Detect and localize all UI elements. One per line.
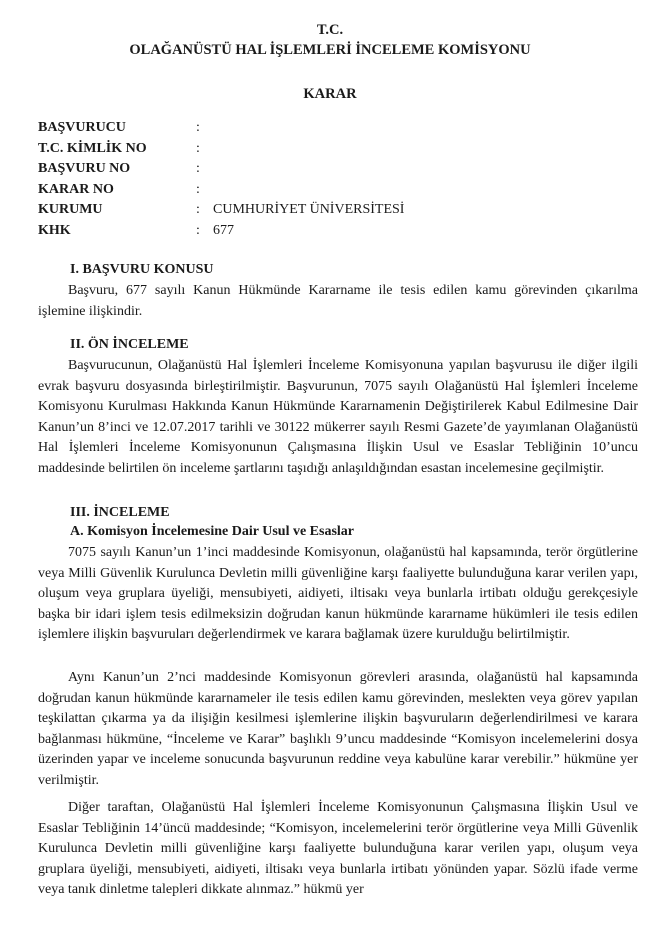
field-kurumu — [38, 200, 405, 221]
field-label: T.C. KİMLİK NO — [38, 140, 147, 156]
section1-text: Başvuru, 677 sayılı Kanun Hükmünde Kararname ile tesis edilen kamu görevinden çıkarılma işlemine ilişkindir. — [38, 283, 638, 319]
field-colon: : — [196, 161, 200, 176]
field-label: BAŞVURUCU — [38, 120, 126, 135]
field-colon: : — [196, 120, 200, 135]
section1-title: I. BAŞVURU KONUSU — [70, 262, 214, 277]
field-label: BAŞVURU NO — [38, 161, 131, 176]
document-type: KARAR — [303, 86, 357, 102]
field-basvuru-no — [38, 159, 200, 180]
field-basvurucu — [38, 118, 200, 139]
field-label: KHK — [38, 222, 71, 238]
field-colon: : — [196, 202, 200, 217]
header-tc: T.C. — [316, 22, 344, 38]
section2-title: II. ÖN İNCELEME — [70, 337, 189, 352]
field-label: KURUMU — [38, 202, 103, 217]
info-fields — [38, 118, 405, 241]
field-colon: : — [196, 181, 200, 197]
section2-text: Başvurucunun, Olağanüstü Hal İşlemleri İnceleme Komisyonuna yapılan başvurusu ile diğer ilgili evrak başvuru dosyasında birleştirilmiştir. Başvurunun, 7075 sayılı Olağanüstü Hal İşlemleri İnceleme Komisyonu Kurulması Hakkında Kanun Hükmünde Kararnamenin Değiştirilerek Kabul Edilmesine Dair Kanun’un 8’inci ve 12.07.2017 tarihli ve 30122 mükerrer sayılı Resmi Gazete’de yayımlanan Olağanüstü Hal İşlemleri İnceleme Komisyonunun Çalışmasına İlişkin Usul ve Esaslar Tebliğinin 10’uncu maddesinde belirtilen ön inceleme şartlarını taşıdığı anlaşıldığından esastan incelemesine geçilmiştir. — [38, 358, 638, 476]
section3-paragraph-3: Diğer taraftan, Olağanüstü Hal İşlemleri İnceleme Komisyonunun Çalışmasına İlişkin Usul ve Esaslar Tebliğinin 14’üncü maddesinde; “Komisyon, incelemelerini terör örgütlerine veya Milli Güvenlik Kurulunca Devletin milli güvenliğine karşı faaliyette bulunduğuna karar verilen yapı, oluşum veya gruplara üyeliği, mensubiyeti, aidiyeti, iltisakı veya bunlarla irtibatı yönünden yapar. Sözlü ifade verme veya tanık dinletme talepleri dikkate alınmaz.” hükmü yer — [38, 800, 638, 897]
field-tc-kimlik-no — [38, 139, 200, 160]
section3-subtitle: A. Komisyon İncelemesine Dair Usul ve Esaslar — [70, 524, 355, 539]
field-karar-no — [38, 180, 200, 201]
field-colon: : — [196, 222, 200, 238]
section3-paragraph-2: Aynı Kanun’un 2’nci maddesinde Komisyonun görevleri arasında, olağanüstü hal kapsamında doğrudan kanun hükmünde kararnameler ile tesis edilen kamu görevinden, meslekten veya görev yapılan teşkilattan çıkarma ya da ilişiğin kesilmesi işlemlerine ilişkin başvuruların değerlendirilmesi ve karara bağlanması hükmüne, “İnceleme ve Karar” başlıklı 9’uncu maddesinde “Komisyon incelemelerini dosya üzerinden yapar ve inceleme sonucunda başvurunun reddine veya kabulüne karar verebilir.” hükmüne yer verilmiştir. — [38, 670, 638, 788]
header-organization: OLAĞANÜSTÜ HAL İŞLEMLERİ İNCELEME KOMİSYONU — [129, 42, 531, 58]
field-colon: : — [196, 140, 200, 156]
field-value: CUMHURİYET ÜNİVERSİTESİ — [213, 202, 405, 217]
field-value: 677 — [213, 222, 234, 238]
section3-title: III. İNCELEME — [70, 505, 170, 520]
field-label: KARAR NO — [38, 181, 114, 197]
section3-paragraph-1: 7075 sayılı Kanun’un 1’inci maddesinde Komisyonun, olağanüstü hal kapsamında, terör örgütlerine veya Milli Güvenlik Kurulunca Devletin milli güvenliğine karşı faaliyette bulunduğuna karar verilen yapı, oluşum veya gruplara üyeliği, mensubiyeti, aidiyeti, iltisakı veya bunlarla irtibatı olduğu gerekçesiyle başka bir idari işlem tesis edilmeksizin doğrudan kanun hükmünde kararname hükümleri ile tesis edilen işlemlere ilişkin başvuruları değerlendirmek ve karara bağlamak üzere kurulduğu belirtilmiştir. — [38, 545, 638, 642]
field-khk — [38, 221, 234, 242]
